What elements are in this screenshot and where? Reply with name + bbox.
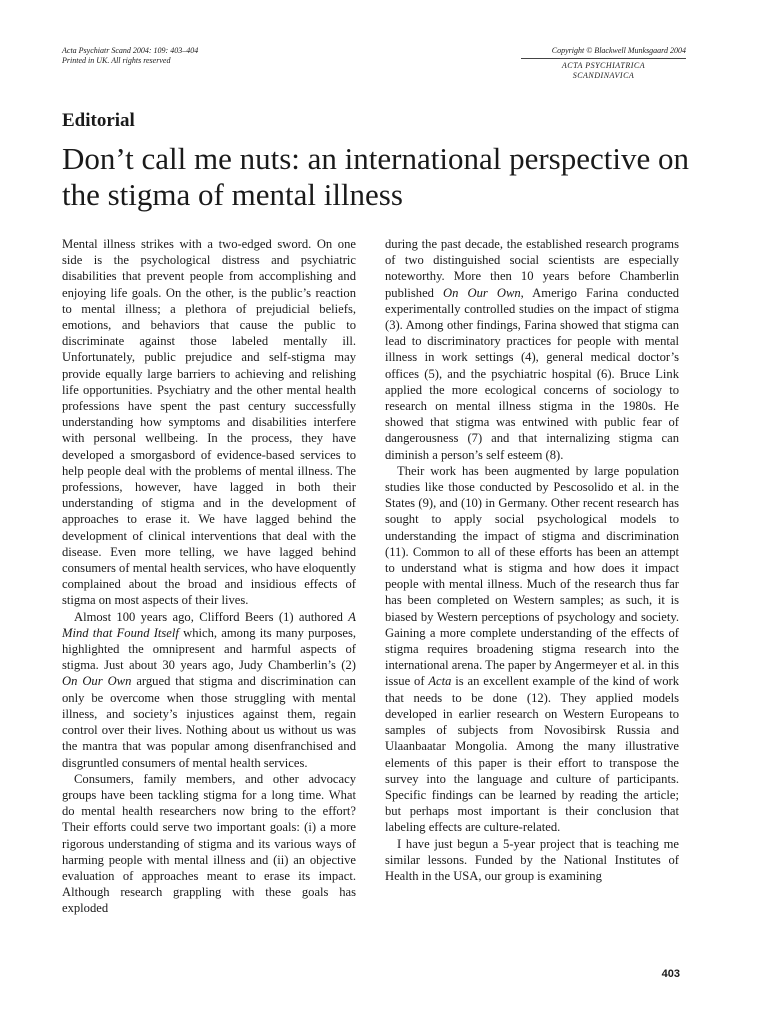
- body-column-left: [62, 236, 356, 917]
- book-title: On Our Own: [443, 285, 521, 300]
- printed-line: Printed in UK. All rights reserved: [62, 56, 171, 65]
- text-run: during the past decade, the established research programs of two distinguished social scientists are especially noteworthy. More then 10 years before Chamberlin published: [385, 237, 679, 300]
- text-run: , Amerigo Farina conducted experimentally controlled studies on the impact of stigma (3). Among other findings, Farina showed that stigma can lead to discriminatory practices for people with mental illness in work settings (4), general medical doctor’s offices (5), and the psychiatric hospital (6). Bruce Link applied the more ecological concerns of sociology to research on mental illness stigma in the 1980s. He showed that stigma was entwined with public fear of dangerousness (7) and that internalizing stigma can diminish a person’s self esteem (8).: [385, 285, 679, 462]
- copyright-notice: Copyright © Blackwell Munksgaard 2004: [551, 46, 686, 55]
- paragraph: Consumers, family members, and other advocacy groups have been tackling stigma for a long time. What do mental health researchers now bring to the effort? Their efforts could serve two important goals: (i) a more rigorous understanding of stigma and its various ways of harming people with mental illness and (ii) an objective evaluation of approaches meant to erase its impact. Although research grappling with these goals has exploded: [62, 771, 356, 916]
- article-title: Don’t call me nuts: an international perspective on the stigma of mental illness: [62, 141, 689, 212]
- paragraph: [62, 609, 356, 771]
- journal-name: [521, 58, 686, 81]
- text-run: argued that stigma and discrimination can only be overcome when those struggling with mental illness, and society’s injustices against them, regain control over their lives. Nothing about us without us was the mantra that was popular among disenfranchised and disgruntled consumers of mental health services.: [62, 674, 356, 770]
- paragraph: I have just begun a 5-year project that is teaching me similar lessons. Funded by the National Institutes of Health in the USA, our group is examining: [385, 836, 679, 883]
- article-type: Editorial: [62, 110, 135, 131]
- journal-name-line2: SCANDINAVICA: [572, 71, 635, 80]
- page-number: 403: [661, 968, 680, 980]
- book-title: A Mind that Found Itself: [62, 609, 356, 640]
- text-run: which, among its many purposes, highlighted the omnipresent and harmful aspects of stigma. Just about 30 years ago, Judy Chamberlin’s (2): [62, 625, 357, 673]
- text-run: is an excellent example of the kind of work that needs to be done (12). They applied models developed in earlier research on Western Europeans to samples of subjects from Novosibirsk Russia and Ulaanbaatar Mongolia. Among the many illustrative elements of this paper is their effort to transpose the survey into the language and culture of participants. Specific findings can be learned by reading the article; but perhaps most important is their conclusion that labeling effects are culture-related.: [385, 674, 679, 835]
- text-run: Their work has been augmented by large population studies like those conducted by Pescosolido et al. in the States (9), and (10) in Germany. Other recent research has sought to apply social psychological models to understanding the impact of stigma and discrimination (11). Common to all of these efforts has been an attempt to understand what is stigma and how does it impact people with mental illness. Much of the research thus far has been completed on Western samples; as such, it is biased by Western perceptions of psychology and society. Gaining a more complete understanding of the effects of stigma requires broadening stigma research into the international arena. The paper by Angermeyer et al. in this issue of: [385, 463, 679, 689]
- journal-citation: [62, 46, 198, 66]
- journal-name-line1: ACTA PSYCHIATRICA: [561, 61, 646, 70]
- text-run: Almost 100 years ago, Clifford Beers (1) authored: [74, 609, 349, 624]
- paragraph: Mental illness strikes with a two-edged sword. On one side is the psychological distress and psychiatric disabilities that prevent people from accomplishing and enjoying life goals. On the other, is the public’s reaction to mental illness; a plethora of prejudicial beliefs, emotions, and behaviors that cause the public to discriminate against those labeled mentally ill. Unfortunately, public prejudice and self-stigma may provide equally large barriers to achieving and relishing life opportunities. Psychiatry and the other mental health professions have spent the past century successfully understanding how symptoms and disabilities interfere with personal wellbeing. In the process, they have developed a smorgasbord of evidence-based services to help people deal with the problems of mental illness. The professions, however, have lagged in both their understanding of stigma and in the development of approaches to erase it. We have lagged behind the development of clinical interventions that deal with the disease. Even more telling, we have lagged behind consumers of mental health services, who have eloquently complained about the broad and insidious effects of stigma on most aspects of their lives.: [62, 237, 356, 608]
- journal-title: Acta: [428, 674, 452, 689]
- paragraph: [385, 236, 679, 463]
- citation-line: Acta Psychiatr Scand 2004: 109: 403–404: [62, 46, 199, 55]
- body-column-right: [385, 236, 679, 884]
- paragraph: [385, 463, 679, 836]
- book-title: On Our Own: [62, 674, 132, 689]
